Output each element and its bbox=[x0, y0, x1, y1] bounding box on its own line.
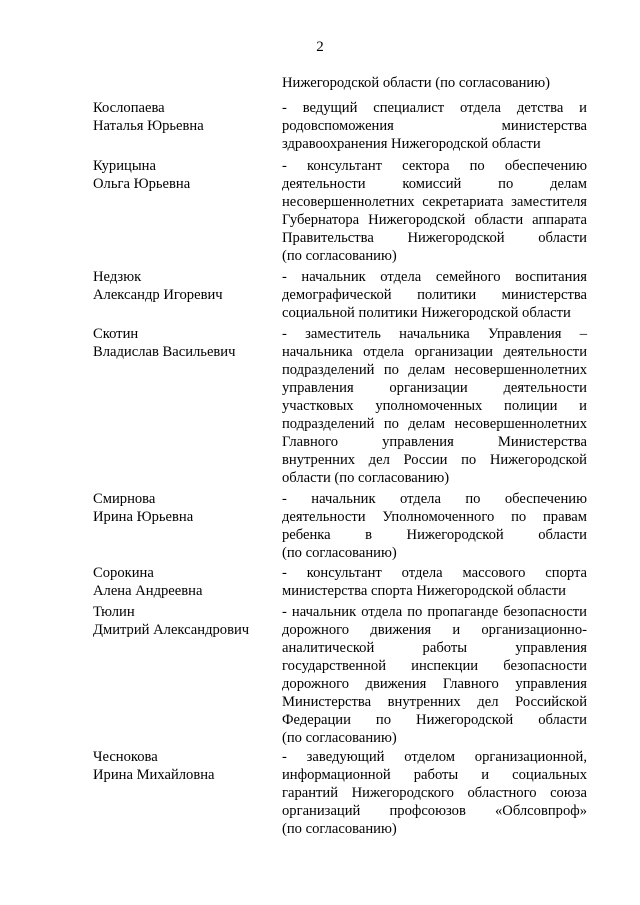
member-surname: Тюлин bbox=[93, 604, 135, 620]
member-position bbox=[282, 564, 587, 600]
member-position bbox=[282, 748, 587, 838]
position-line: Правительства Нижегородской области bbox=[282, 230, 587, 246]
continuation-text: Нижегородской области (по согласованию) bbox=[282, 75, 550, 91]
position-line: дорожного движения Главного управления bbox=[282, 676, 587, 692]
member-position bbox=[282, 603, 587, 747]
position-line: (по согласованию) bbox=[282, 730, 397, 746]
member-surname: Чеснокова bbox=[93, 749, 158, 765]
member-surname: Сорокина bbox=[93, 565, 154, 581]
position-line: социальной политики Нижегородской области bbox=[282, 305, 571, 321]
position-line: - заведующий отделом организационной, bbox=[282, 749, 587, 765]
member-name bbox=[93, 157, 278, 193]
position-line: - начальник отдела по пропаганде безопасности bbox=[282, 604, 587, 620]
member-surname: Кослопаева bbox=[93, 100, 165, 116]
position-line: организаций профсоюзов «Облсовпроф» bbox=[282, 803, 587, 819]
position-line: ребенка в Нижегородской области bbox=[282, 527, 587, 543]
member-name bbox=[93, 99, 278, 135]
member-name bbox=[93, 268, 278, 304]
member-position bbox=[282, 490, 587, 562]
member-given-names: Ольга Юрьевна bbox=[93, 176, 191, 192]
position-line: гарантий Нижегородского областного союза bbox=[282, 785, 587, 801]
position-line: - начальник отдела по обеспечению bbox=[282, 491, 587, 507]
position-line: Федерации по Нижегородской области bbox=[282, 712, 587, 728]
member-name bbox=[93, 748, 278, 784]
member-given-names: Ирина Юрьевна bbox=[93, 509, 194, 525]
position-line: Губернатора Нижегородской области аппарата bbox=[282, 212, 587, 228]
position-line: (по согласованию) bbox=[282, 248, 397, 264]
member-given-names: Дмитрий Александрович bbox=[93, 622, 250, 638]
position-line: дорожного движения и организационно- bbox=[282, 622, 587, 638]
position-line: подразделений по делам несовершеннолетних bbox=[282, 416, 587, 432]
position-line: области (по согласованию) bbox=[282, 470, 450, 486]
position-line: участковых уполномоченных полиции и bbox=[282, 398, 587, 414]
member-surname: Скотин bbox=[93, 326, 139, 342]
member-given-names: Алена Андреевна bbox=[93, 583, 203, 599]
position-line: - заместитель начальника Управления – bbox=[282, 326, 587, 342]
position-line: - консультант отдела массового спорта bbox=[282, 565, 587, 581]
position-line: несовершеннолетних секретариата заместителя bbox=[282, 194, 587, 210]
member-name bbox=[93, 490, 278, 526]
member-surname: Недзюк bbox=[93, 269, 142, 285]
position-line: (по согласованию) bbox=[282, 821, 397, 837]
position-line: здравоохранения Нижегородской области bbox=[282, 136, 541, 152]
position-line: деятельности Уполномоченного по правам bbox=[282, 509, 587, 525]
member-name bbox=[93, 564, 278, 600]
position-line: информационной работы и социальных bbox=[282, 767, 587, 783]
position-line: министерства спорта Нижегородской области bbox=[282, 583, 566, 599]
page-number: 2 bbox=[316, 39, 324, 55]
position-line: управления организации деятельности bbox=[282, 380, 587, 396]
position-line: - консультант сектора по обеспечению bbox=[282, 158, 587, 174]
position-line: демографической политики министерства bbox=[282, 287, 587, 303]
position-line: - начальник отдела семейного воспитания bbox=[282, 269, 587, 285]
member-name bbox=[93, 325, 278, 361]
member-given-names: Александр Игоревич bbox=[93, 287, 223, 303]
position-line: подразделений по делам несовершеннолетних bbox=[282, 362, 587, 378]
member-surname: Курицына bbox=[93, 158, 156, 174]
position-line: Министерства внутренних дел Российской bbox=[282, 694, 587, 710]
member-surname: Смирнова bbox=[93, 491, 156, 507]
member-given-names: Ирина Михайловна bbox=[93, 767, 215, 783]
member-position bbox=[282, 99, 587, 153]
member-given-names: Наталья Юрьевна bbox=[93, 118, 204, 134]
member-name bbox=[93, 603, 278, 639]
position-line: родовспоможения министерства bbox=[282, 118, 587, 134]
position-line: внутренних дел России по Нижегородской bbox=[282, 452, 587, 468]
position-line: деятельности комиссий по делам bbox=[282, 176, 587, 192]
member-position bbox=[282, 268, 587, 322]
position-line: (по согласованию) bbox=[282, 545, 397, 561]
member-position bbox=[282, 157, 587, 265]
member-position bbox=[282, 325, 587, 487]
position-line: государственной инспекции безопасности bbox=[282, 658, 587, 674]
position-line: аналитической работы управления bbox=[282, 640, 587, 656]
position-line: начальника отдела организации деятельности bbox=[282, 344, 587, 360]
position-line: - ведущий специалист отдела детства и bbox=[282, 100, 587, 116]
position-line: Главного управления Министерства bbox=[282, 434, 587, 450]
member-given-names: Владислав Васильевич bbox=[93, 344, 236, 360]
